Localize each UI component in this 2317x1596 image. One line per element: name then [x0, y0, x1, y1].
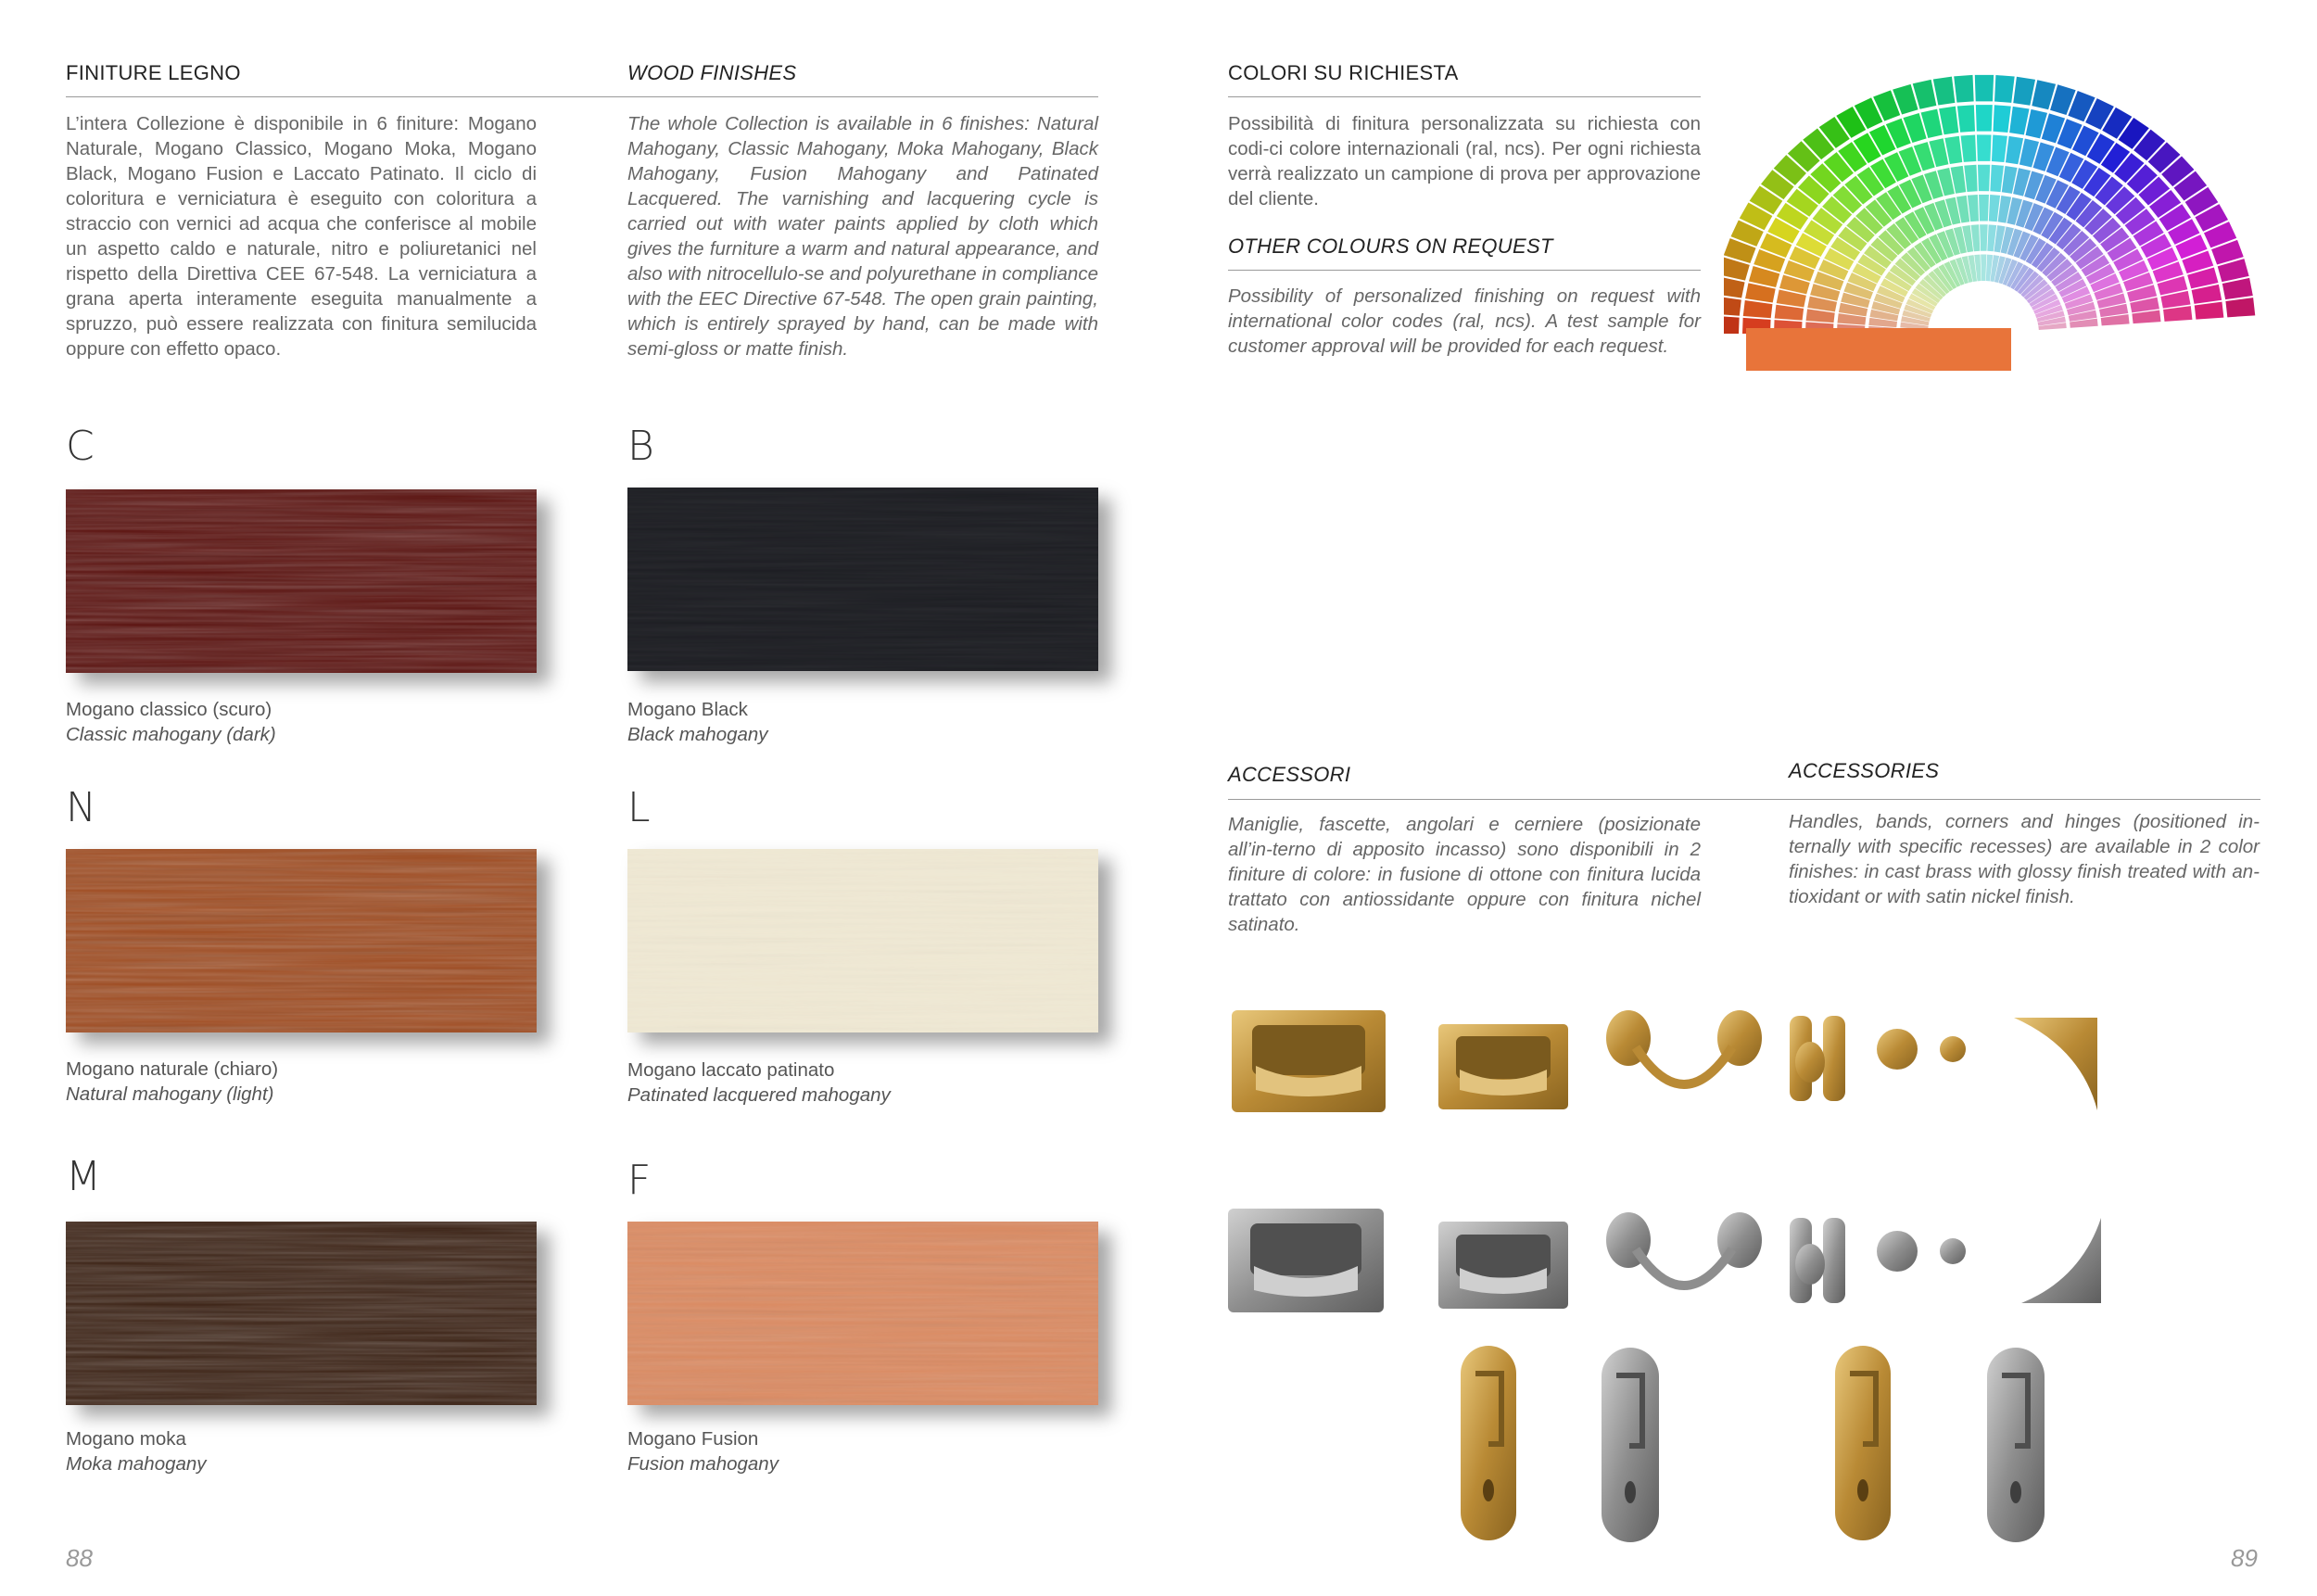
fan-color-chip	[2222, 278, 2253, 299]
finish-caption-b	[627, 697, 768, 747]
finiture-legno-header: FINITURE LEGNO	[66, 61, 241, 84]
finish-name-it: Mogano Black	[627, 699, 748, 720]
fan-color-chip	[2195, 302, 2224, 320]
fan-color-chip	[1743, 300, 1773, 318]
large-drawer-pull-brass	[1232, 1010, 1386, 1112]
other-colours-text: Possibility of personalized finishing on request with international color codes (ral, ncs). A test sample for customer approval will be provided for each request.	[1228, 285, 1701, 357]
small-drawer-pull-nickel	[1438, 1222, 1568, 1309]
escutcheon-handle-brass-2	[1835, 1346, 1891, 1540]
fan-color-chip	[1939, 107, 1958, 135]
finish-name-en: Black mahogany	[627, 724, 768, 745]
accessories-header: ACCESSORIES	[1789, 759, 1940, 782]
finish-name-en: Classic mahogany (dark)	[66, 724, 276, 745]
finish-letter: M	[66, 1153, 101, 1200]
colour-fan-deck-image	[1724, 56, 2271, 380]
finish-name-it: Mogano classico (scuro)	[66, 699, 272, 720]
fan-front-card	[1746, 328, 2011, 371]
fan-color-chip	[1981, 255, 1986, 281]
fan-color-chip	[2225, 298, 2255, 317]
fan-color-chip	[1961, 134, 1977, 161]
fan-color-chip	[1954, 75, 1973, 103]
corner-brass	[2014, 1018, 2097, 1110]
colori-su-richiesta-text: Possibilità di finitura personalizzata su richiesta con codi-ci colore internazionali (ral, ncs). Per ogni richiesta verrà realizzato un campione di prova per approvazione del cliente.	[1228, 113, 1701, 209]
finish-caption-n	[66, 1057, 278, 1107]
finish-letter: F	[627, 1157, 652, 1204]
fan-color-chip	[1977, 134, 1992, 161]
page-number-left: 88	[66, 1544, 93, 1572]
hinge-brass	[1790, 1016, 1845, 1101]
fan-color-chip	[2163, 306, 2192, 322]
finish-name-it: Mogano Fusion	[627, 1428, 759, 1450]
finish-name-en: Patinated lacquered mahogany	[627, 1084, 891, 1106]
other-colours-header: OTHER COLOURS ON REQUEST	[1228, 234, 1553, 258]
fan-color-chip	[1724, 296, 1741, 315]
finish-swatch-l	[627, 849, 1098, 1032]
escutcheon-handle-brass	[1461, 1346, 1516, 1540]
brass-accessories-row	[1228, 1001, 2266, 1121]
hinge-nickel	[1790, 1218, 1845, 1303]
page-number-right: 89	[2231, 1544, 2258, 1572]
colori-su-richiesta-header: COLORI SU RICHIESTA	[1228, 61, 1459, 84]
finish-swatch-b	[627, 488, 1098, 671]
accessori-text: Maniglie, fascette, angolari e cerniere (posizionate all’in-terno di apposito incasso) sono disponibili in 2 finiture di colore: in fusione di ottone con finitura lucida trattato con antiossidante oppure con finitura nichel satinato.	[1228, 814, 1701, 935]
finish-name-en: Moka mahogany	[66, 1453, 207, 1475]
fan-color-chip	[1979, 195, 1989, 222]
fan-color-chip	[1978, 165, 1990, 192]
finish-name-it: Mogano naturale (chiaro)	[66, 1058, 279, 1080]
finish-swatch-m	[66, 1222, 537, 1405]
corner-nickel	[2021, 1218, 2101, 1303]
fan-color-chip	[1964, 165, 1977, 192]
fan-color-chip	[1980, 224, 1988, 251]
colors-header-rule	[1228, 96, 1701, 97]
finish-letter: B	[627, 423, 654, 470]
fan-color-chip	[2009, 107, 2029, 135]
accessori-header: ACCESSORI	[1228, 763, 1351, 786]
knobs-brass	[1877, 1029, 1966, 1070]
finish-letter: C	[66, 423, 95, 470]
wood-finishes-header: WOOD FINISHES	[627, 61, 797, 84]
fan-color-chip	[2013, 77, 2035, 106]
other-colours-rule	[1228, 270, 1701, 271]
finish-name-en: Natural mahogany (light)	[66, 1083, 274, 1105]
bail-handle-nickel	[1606, 1212, 1762, 1286]
finish-swatch-f	[627, 1222, 1098, 1405]
finish-caption-f	[627, 1426, 779, 1476]
fan-color-chip	[2132, 310, 2160, 324]
finish-letter: L	[627, 784, 651, 831]
finish-swatch-n	[66, 849, 537, 1032]
fan-color-chip	[1775, 305, 1804, 321]
fan-color-chip	[1993, 105, 2010, 133]
escutcheon-handle-nickel	[1602, 1348, 1659, 1542]
finish-caption-m	[66, 1426, 207, 1476]
fan-color-chip	[1990, 165, 2004, 192]
fan-color-chip	[1968, 195, 1979, 222]
wood-finishes-text: The whole Collection is available in 6 finishes: Natural Mahogany, Classic Mahogany, Moka Mahogany, Black Mahogany, Fusion Mahogany and Patinated Lacquered. The varnishing and lacquering cycle is carried out with water paints applied by cloth which gives the furniture a warm and natural appearance, and also with nitrocellulo-se and polyurethane in compliance with the EEC Directive 67-548. The open grain painting, which is entirely sprayed by hand, can be made with semi-gloss or matte finish.	[627, 113, 1098, 360]
fan-color-chip	[1994, 75, 2015, 103]
finish-name-it: Mogano laccato patinato	[627, 1059, 835, 1081]
left-header-rule	[66, 96, 1098, 97]
nickel-accessories-row	[1228, 1201, 2266, 1322]
escutcheon-handle-nickel-2	[1987, 1348, 2045, 1542]
knobs-nickel	[1877, 1231, 1966, 1272]
large-drawer-pull-nickel	[1228, 1209, 1384, 1312]
fan-color-chip	[1957, 105, 1975, 133]
fan-color-chip	[1975, 75, 1994, 102]
escutcheon-handles	[1427, 1342, 2076, 1546]
finish-name-en: Fusion mahogany	[627, 1453, 779, 1475]
finish-letter: N	[66, 784, 96, 831]
finish-name-it: Mogano moka	[66, 1428, 186, 1450]
finish-caption-l	[627, 1058, 891, 1108]
fan-color-chip	[1992, 135, 2007, 163]
accessories-text: Handles, bands, corners and hinges (positioned in-ternally with specific recesses) are available in 2 color finishes: in cast brass with glossy finish treated with an-tioxidant or with satin nickel finish.	[1789, 811, 2260, 907]
fan-color-chip	[1933, 77, 1956, 106]
finish-swatch-c	[66, 489, 537, 673]
accessories-rule	[1228, 799, 2260, 800]
finish-caption-c	[66, 697, 276, 747]
small-drawer-pull-brass	[1438, 1024, 1568, 1109]
bail-handle-brass	[1606, 1010, 1762, 1084]
colour-fan	[1724, 75, 2255, 334]
fan-color-chip	[1724, 316, 1740, 334]
finiture-legno-text: L’intera Collezione è disponibile in 6 finiture: Mogano Naturale, Mogano Classico, Mogano Moka, Mogano Black, Mogano Fusion e Laccato Patinato. Il ciclo di coloritura e verniciatura è eseguito con coloritura a straccio con vernici ad acqua che conferisce al mobile un aspetto caldo e naturale, nitro e poliuretanici nel rispetto della Direttiva CEE 67-548. La verniciatura a grana aperta interamente eseguita manualmente a spruzzo, può essere realizzata con finitura semilucida oppure con effetto opaco.	[66, 113, 537, 360]
fan-color-chip	[1976, 105, 1993, 132]
